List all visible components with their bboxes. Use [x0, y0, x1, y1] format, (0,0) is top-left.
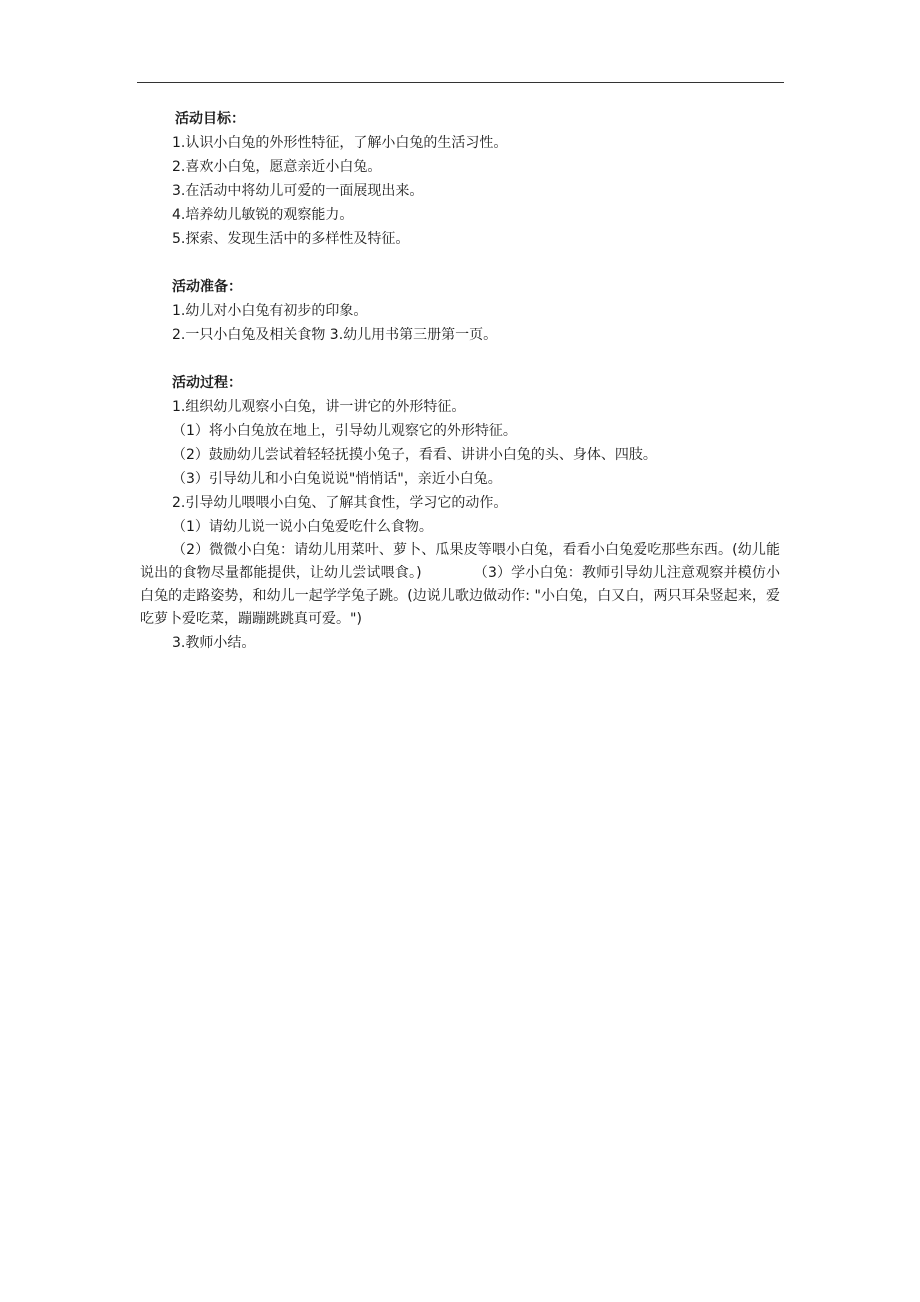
process-step-1: 1.组织幼儿观察小白兔，讲一讲它的外形特征。 — [172, 399, 466, 415]
process-step-2-imitate: （3）学小白兔：教师引导幼儿注意观察并模仿小白兔的走路姿势，和幼儿一起学学兔子跳。(边说儿歌边做动作: "小白兔，白又白，两只耳朵竖起来，爱吃萝卜爱吃菜，蹦蹦跳跳真可爱。") — [140, 565, 781, 627]
process-step-2: 2.引导幼儿喂喂小白兔、了解其食性，学习它的动作。 — [172, 495, 508, 511]
goal-item: 4.培养幼儿敏锐的观察能力。 — [172, 207, 354, 223]
prep-item: 2.一只小白兔及相关食物 3.幼儿用书第三册第一页。 — [172, 327, 498, 343]
prep-item: 1.幼儿对小白兔有初步的印象。 — [172, 303, 368, 319]
process-heading: 活动过程： — [172, 375, 242, 391]
goal-item: 3.在活动中将幼儿可爱的一面展现出来。 — [172, 183, 424, 199]
process-step-3: 3.教师小结。 — [172, 635, 256, 651]
process-step-2-sub: （1）请幼儿说一说小白兔爱吃什么食物。 — [172, 519, 433, 535]
prep-heading: 活动准备： — [172, 279, 242, 295]
goal-item: 1.认识小白兔的外形性特征，了解小白兔的生活习性。 — [172, 135, 508, 151]
process-step-1-sub: （2）鼓励幼儿尝试着轻轻抚摸小兔子，看看、讲讲小白兔的头、身体、四肢。 — [172, 447, 657, 463]
header-rule — [137, 82, 784, 83]
process-step-2-feeding: （2）微微小白兔：请幼儿用菜叶、萝卜、瓜果皮等喂小白兔，看看小白兔爱吃那些东西。(幼儿能说出的食物尽量都能提供，让幼儿尝试喂食。) — [140, 542, 780, 581]
process-step-1-sub: （1）将小白兔放在地上，引导幼儿观察它的外形特征。 — [172, 423, 517, 439]
document-body — [140, 107, 780, 679]
goal-item: 2.喜欢小白兔，愿意亲近小白兔。 — [172, 159, 382, 175]
process-step-2-paragraph — [140, 539, 780, 631]
goal-item: 5.探索、发现生活中的多样性及特征。 — [172, 231, 410, 247]
section-process — [140, 371, 780, 655]
section-prep — [140, 275, 780, 347]
goals-heading: 活动目标： — [175, 111, 245, 127]
section-goals — [140, 107, 780, 251]
process-step-1-sub: （3）引导幼儿和小白兔说说"悄悄话"，亲近小白兔。 — [172, 471, 502, 487]
